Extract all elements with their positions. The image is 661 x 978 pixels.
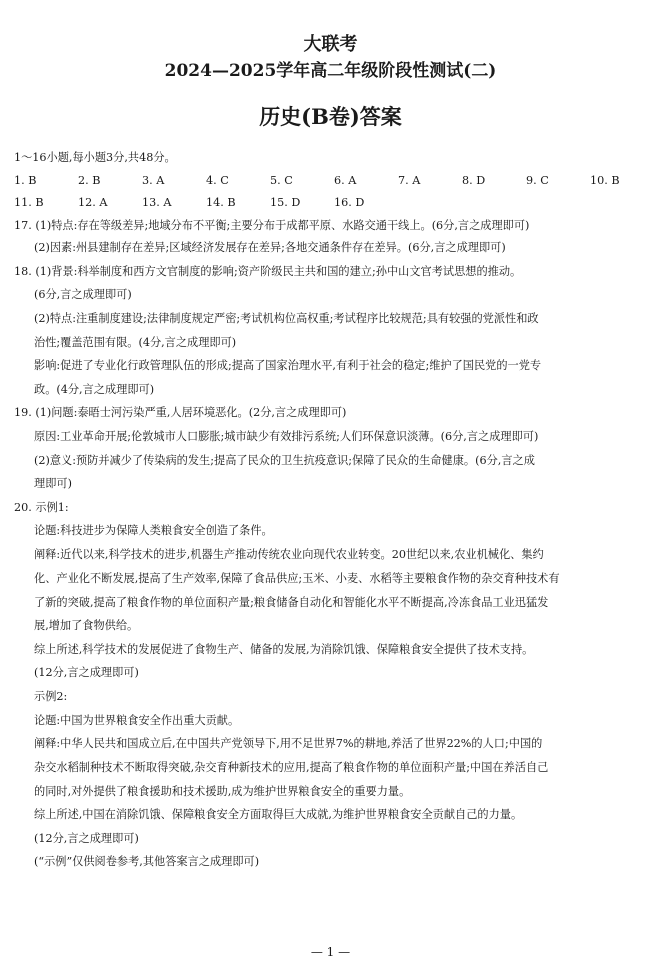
page-number: — 1 — — [310, 945, 351, 959]
q20-line: 20. 示例1: — [14, 501, 69, 514]
q20-line: 阐释:中华人民共和国成立后,在中国共产党领导下,用不足世界7%的耕地,养活了世界22%的人口;中国的 — [34, 737, 543, 750]
mc-answer: 13. A — [142, 196, 172, 209]
q20-line: (12分,言之成理即可) — [34, 666, 139, 679]
q20-line: 论题:中国为世界粮食安全作出重大贡献。 — [34, 714, 240, 727]
mc-answer: 3. A — [142, 174, 165, 187]
q18-line: 治性;覆盖范围有限。(4分,言之成理即可) — [34, 336, 237, 349]
q17-line: 17. (1)特点:存在等级差异;地域分布不平衡;主要分布于成都平原、水路交通干线上。(6分,言之成理即可) — [14, 219, 530, 232]
q20-line: 综上所述,科学技术的发展促进了食物生产、储备的发展,为消除饥饿、保障粮食安全提供了技术支持。 — [34, 643, 534, 656]
q20-line: 阐释:近代以来,科学技术的进步,机器生产推动传统农业向现代农业转变。20世纪以来,农业机械化、集约 — [34, 548, 544, 561]
q19-line: 19. (1)问题:泰晤士河污染严重,人居环境恶化。(2分,言之成理即可) — [14, 406, 347, 419]
mc-intro: 1～16小题,每小题3分,共48分。 — [14, 151, 176, 164]
exam-brand: 大联考 — [303, 34, 358, 55]
q20-line: 综上所述,中国在消除饥饿、保障粮食安全方面取得巨大成就,为维护世界粮食安全贡献自己的力量。 — [34, 808, 523, 821]
mc-answer: 16. D — [334, 196, 365, 209]
mc-answer: 11. B — [14, 196, 44, 209]
q17-line: (2)因素:州县建制存在差异;区域经济发展存在差异;各地交通条件存在差异。(6分,言之成理即可) — [34, 241, 506, 254]
q20-line: 论题:科技进步为保障人类粮食安全创造了条件。 — [34, 524, 273, 537]
q19-line: 理即可) — [34, 477, 72, 490]
mc-answer: 10. B — [590, 174, 620, 187]
mc-answer: 8. D — [462, 174, 486, 187]
q20-line: (12分,言之成理即可) — [34, 832, 139, 845]
q20-line: 了新的突破,提高了粮食作物的单位面积产量;粮食储备自动化和智能化水平不断提高,冷冻食品工业迅猛发 — [34, 596, 549, 609]
q18-line: 影响:促进了专业化行政管理队伍的形成;提高了国家治理水平,有利于社会的稳定;维护了国民党的一党专 — [34, 359, 542, 372]
mc-answer: 4. C — [206, 174, 229, 187]
q19-line: 原因:工业革命开展;伦敦城市人口膨胀;城市缺少有效排污系统;人们环保意识淡薄。(6分,言之成理即可) — [34, 430, 539, 443]
mc-answer: 5. C — [270, 174, 293, 187]
mc-answer: 7. A — [398, 174, 421, 187]
mc-answer: 12. A — [78, 196, 108, 209]
q20-line: 化、产业化不断发展,提高了生产效率,保障了食品供应;玉米、小麦、水稻等主要粮食作物的杂交育种技术有 — [34, 572, 560, 585]
mc-answer: 2. B — [78, 174, 101, 187]
q18-line: 18. (1)背景:科举制度和西方文官制度的影响;资产阶级民主共和国的建立;孙中山文官考试思想的推动。 — [14, 265, 522, 278]
q19-line: (2)意义:预防并减少了传染病的发生;提高了民众的卫生抗疫意识;保障了民众的生命健康。(6分,言之成 — [34, 454, 535, 467]
q20-line: 展,增加了食物供给。 — [34, 619, 139, 632]
q20-line: 示例2: — [34, 690, 68, 703]
mc-answer: 6. A — [334, 174, 357, 187]
mc-answer: 15. D — [270, 196, 301, 209]
q20-note: (“示例”仅供阅卷参考,其他答案言之成理即可) — [34, 855, 260, 868]
mc-answer: 14. B — [206, 196, 236, 209]
q18-line: 政。(4分,言之成理即可) — [34, 383, 155, 396]
q18-line: (2)特点:注重制度建设;法律制度规定严密;考试机构位高权重;考试程序比较规范;具有较强的党派性和政 — [34, 312, 539, 325]
mc-answer: 1. B — [14, 174, 37, 187]
q20-line: 的同时,对外提供了粮食援助和技术援助,成为维护世界粮食安全的重要力量。 — [34, 785, 411, 798]
exam-title: 2024—2025学年高二年级阶段性测试(二) — [164, 61, 497, 81]
q20-line: 杂交水稻制种技术不断取得突破,杂交育种新技术的应用,提高了粮食作物的单位面积产量;中国在养活自己 — [34, 761, 549, 774]
answer-title: 历史(B卷)答案 — [259, 104, 402, 129]
mc-answer: 9. C — [526, 174, 549, 187]
q18-line: (6分,言之成理即可) — [34, 288, 132, 301]
